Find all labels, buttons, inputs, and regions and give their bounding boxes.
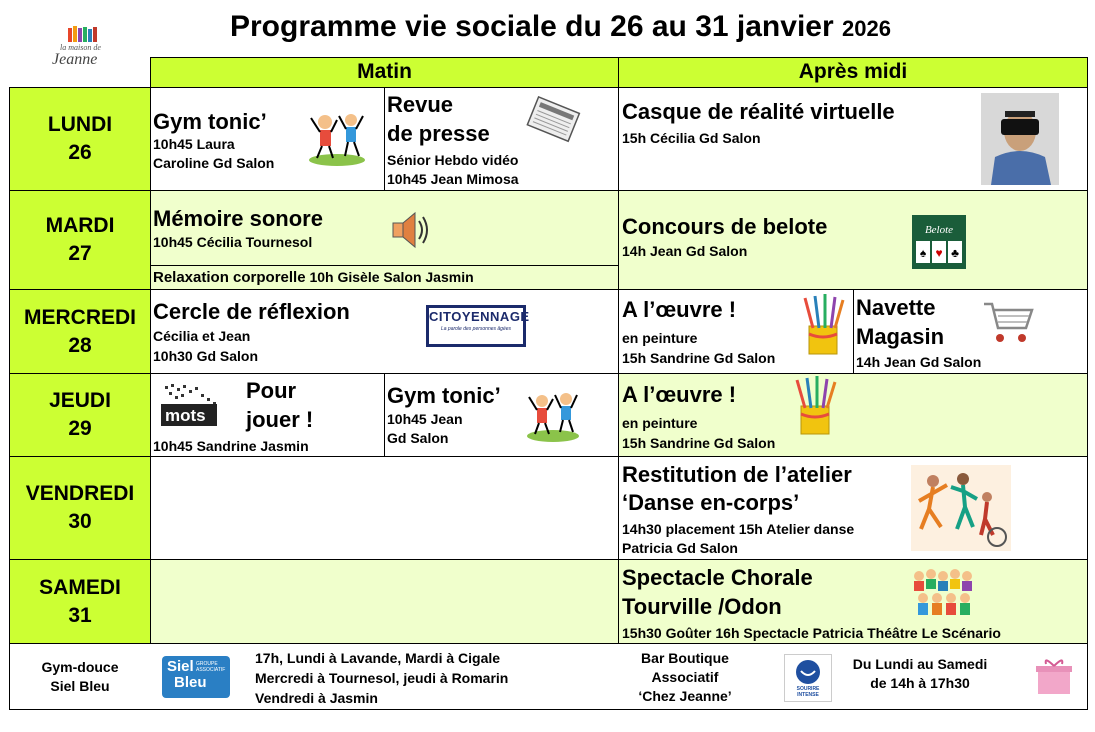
paintbrushes-icon bbox=[799, 294, 847, 356]
day-saturday: SAMEDI 31 bbox=[9, 559, 151, 644]
belote-card-text: Belote bbox=[924, 224, 954, 236]
mots-word-game-image bbox=[161, 382, 237, 428]
belote-cards-icon bbox=[912, 215, 966, 269]
logo-small-text: la maison de bbox=[60, 43, 101, 52]
dancers-illustration bbox=[911, 465, 1011, 551]
sourire-intense-logo: SOURIRE INTENSE bbox=[784, 654, 832, 702]
thursday-oeuvre-cell: A l’œuvre ! en peinture 15h Sandrine Gd Salon bbox=[618, 373, 1088, 457]
day-tuesday: MARDI 27 bbox=[9, 190, 151, 290]
monday-casque-cell: Casque de réalité virtuelle 15h Cécilia Gd Salon bbox=[618, 87, 1088, 191]
mots-image-text: mots bbox=[165, 406, 206, 425]
friday-morning-cell bbox=[150, 456, 619, 560]
monday-gym-cell: Gym tonic’ 10h45 Laura Caroline Gd Salon bbox=[150, 87, 385, 191]
wednesday-navette-cell: Navette Magasin 14h Jean Gd Salon bbox=[853, 289, 1088, 374]
gym-figures-icon bbox=[307, 110, 367, 168]
wednesday-cercle-cell: Cercle de réflexion Cécilia et Jean 10h30 Gd Salon CITOYENNAGE La parole des personnes âgées bbox=[150, 289, 619, 374]
page-title: Programme vie sociale du 26 au 31 janvier 2026 bbox=[230, 10, 891, 43]
saturday-chorale-cell: Spectacle Chorale Tourville /Odon 15h30 Goûter 16h Spectacle Patricia Théâtre Le Scénario bbox=[618, 559, 1088, 644]
day-friday: VENDREDI 30 bbox=[9, 456, 151, 560]
thursday-mots-cell: mots Pour jouer ! 10h45 Sandrine Jasmin bbox=[150, 373, 385, 457]
shopping-cart-icon bbox=[980, 300, 1036, 346]
newspaper-icon bbox=[523, 96, 583, 144]
day-monday: LUNDI 26 bbox=[9, 87, 151, 191]
siel-bleu-logo: Siel Bleu GROUPE ASSOCIATIF bbox=[162, 656, 230, 698]
vr-headset-photo bbox=[981, 93, 1059, 185]
paintbrushes-icon bbox=[791, 376, 839, 436]
column-header-afternoon: Après midi bbox=[618, 57, 1088, 88]
friday-danse-cell: Restitution de l’atelier ‘Danse en-corps’ 14h30 placement 15h Atelier danse Patricia Gd Salon bbox=[618, 456, 1088, 560]
column-header-morning: Matin bbox=[150, 57, 619, 88]
saturday-morning-cell bbox=[150, 559, 619, 644]
thursday-gym-cell: Gym tonic’ 10h45 Jean Gd Salon bbox=[384, 373, 619, 457]
monday-revue-cell: Revue de presse Sénior Hebdo vidéo 10h45 Jean Mimosa bbox=[384, 87, 619, 191]
tuesday-memoire-cell: Mémoire sonore 10h45 Cécilia Tournesol bbox=[150, 190, 619, 266]
gift-bag-icon bbox=[1032, 656, 1076, 696]
footer-info: Gym-douce Siel Bleu Siel Bleu GROUPE ASSOCIATIF 17h, Lundi à Lavande, Mardi à Cigale Mercredi à Tournesol, jeudi à Romarin Vendredi à Jasmin Bar Boutique Associatif ‘Chez Jeanne’ SOURIRE INTENSE Du Lundi au Samedi de 14h à 17h30 bbox=[9, 643, 1088, 710]
day-thursday: JEUDI 29 bbox=[9, 373, 151, 457]
svg-text:♣: ♣ bbox=[951, 246, 959, 260]
citoyennage-logo: CITOYENNAGE La parole des personnes âgées bbox=[426, 305, 526, 347]
tuesday-belote-cell: Concours de belote 14h Jean Gd Salon Belote ♠ ♥ ♣ bbox=[618, 190, 1088, 290]
maison-jeanne-logo bbox=[46, 24, 122, 72]
day-wednesday: MERCREDI 28 bbox=[9, 289, 151, 374]
logo-name-text: Jeanne bbox=[52, 51, 98, 68]
choir-children-icon bbox=[911, 568, 979, 618]
gym-figures-icon bbox=[525, 390, 581, 444]
wednesday-oeuvre-cell: A l’œuvre ! en peinture 15h Sandrine Gd Salon bbox=[618, 289, 854, 374]
svg-text:♥: ♥ bbox=[935, 246, 943, 260]
speaker-icon bbox=[391, 209, 431, 253]
tuesday-relax-cell: Relaxation corporelle 10h Gisèle Salon Jasmin bbox=[150, 265, 619, 290]
svg-text:♠: ♠ bbox=[919, 246, 927, 260]
